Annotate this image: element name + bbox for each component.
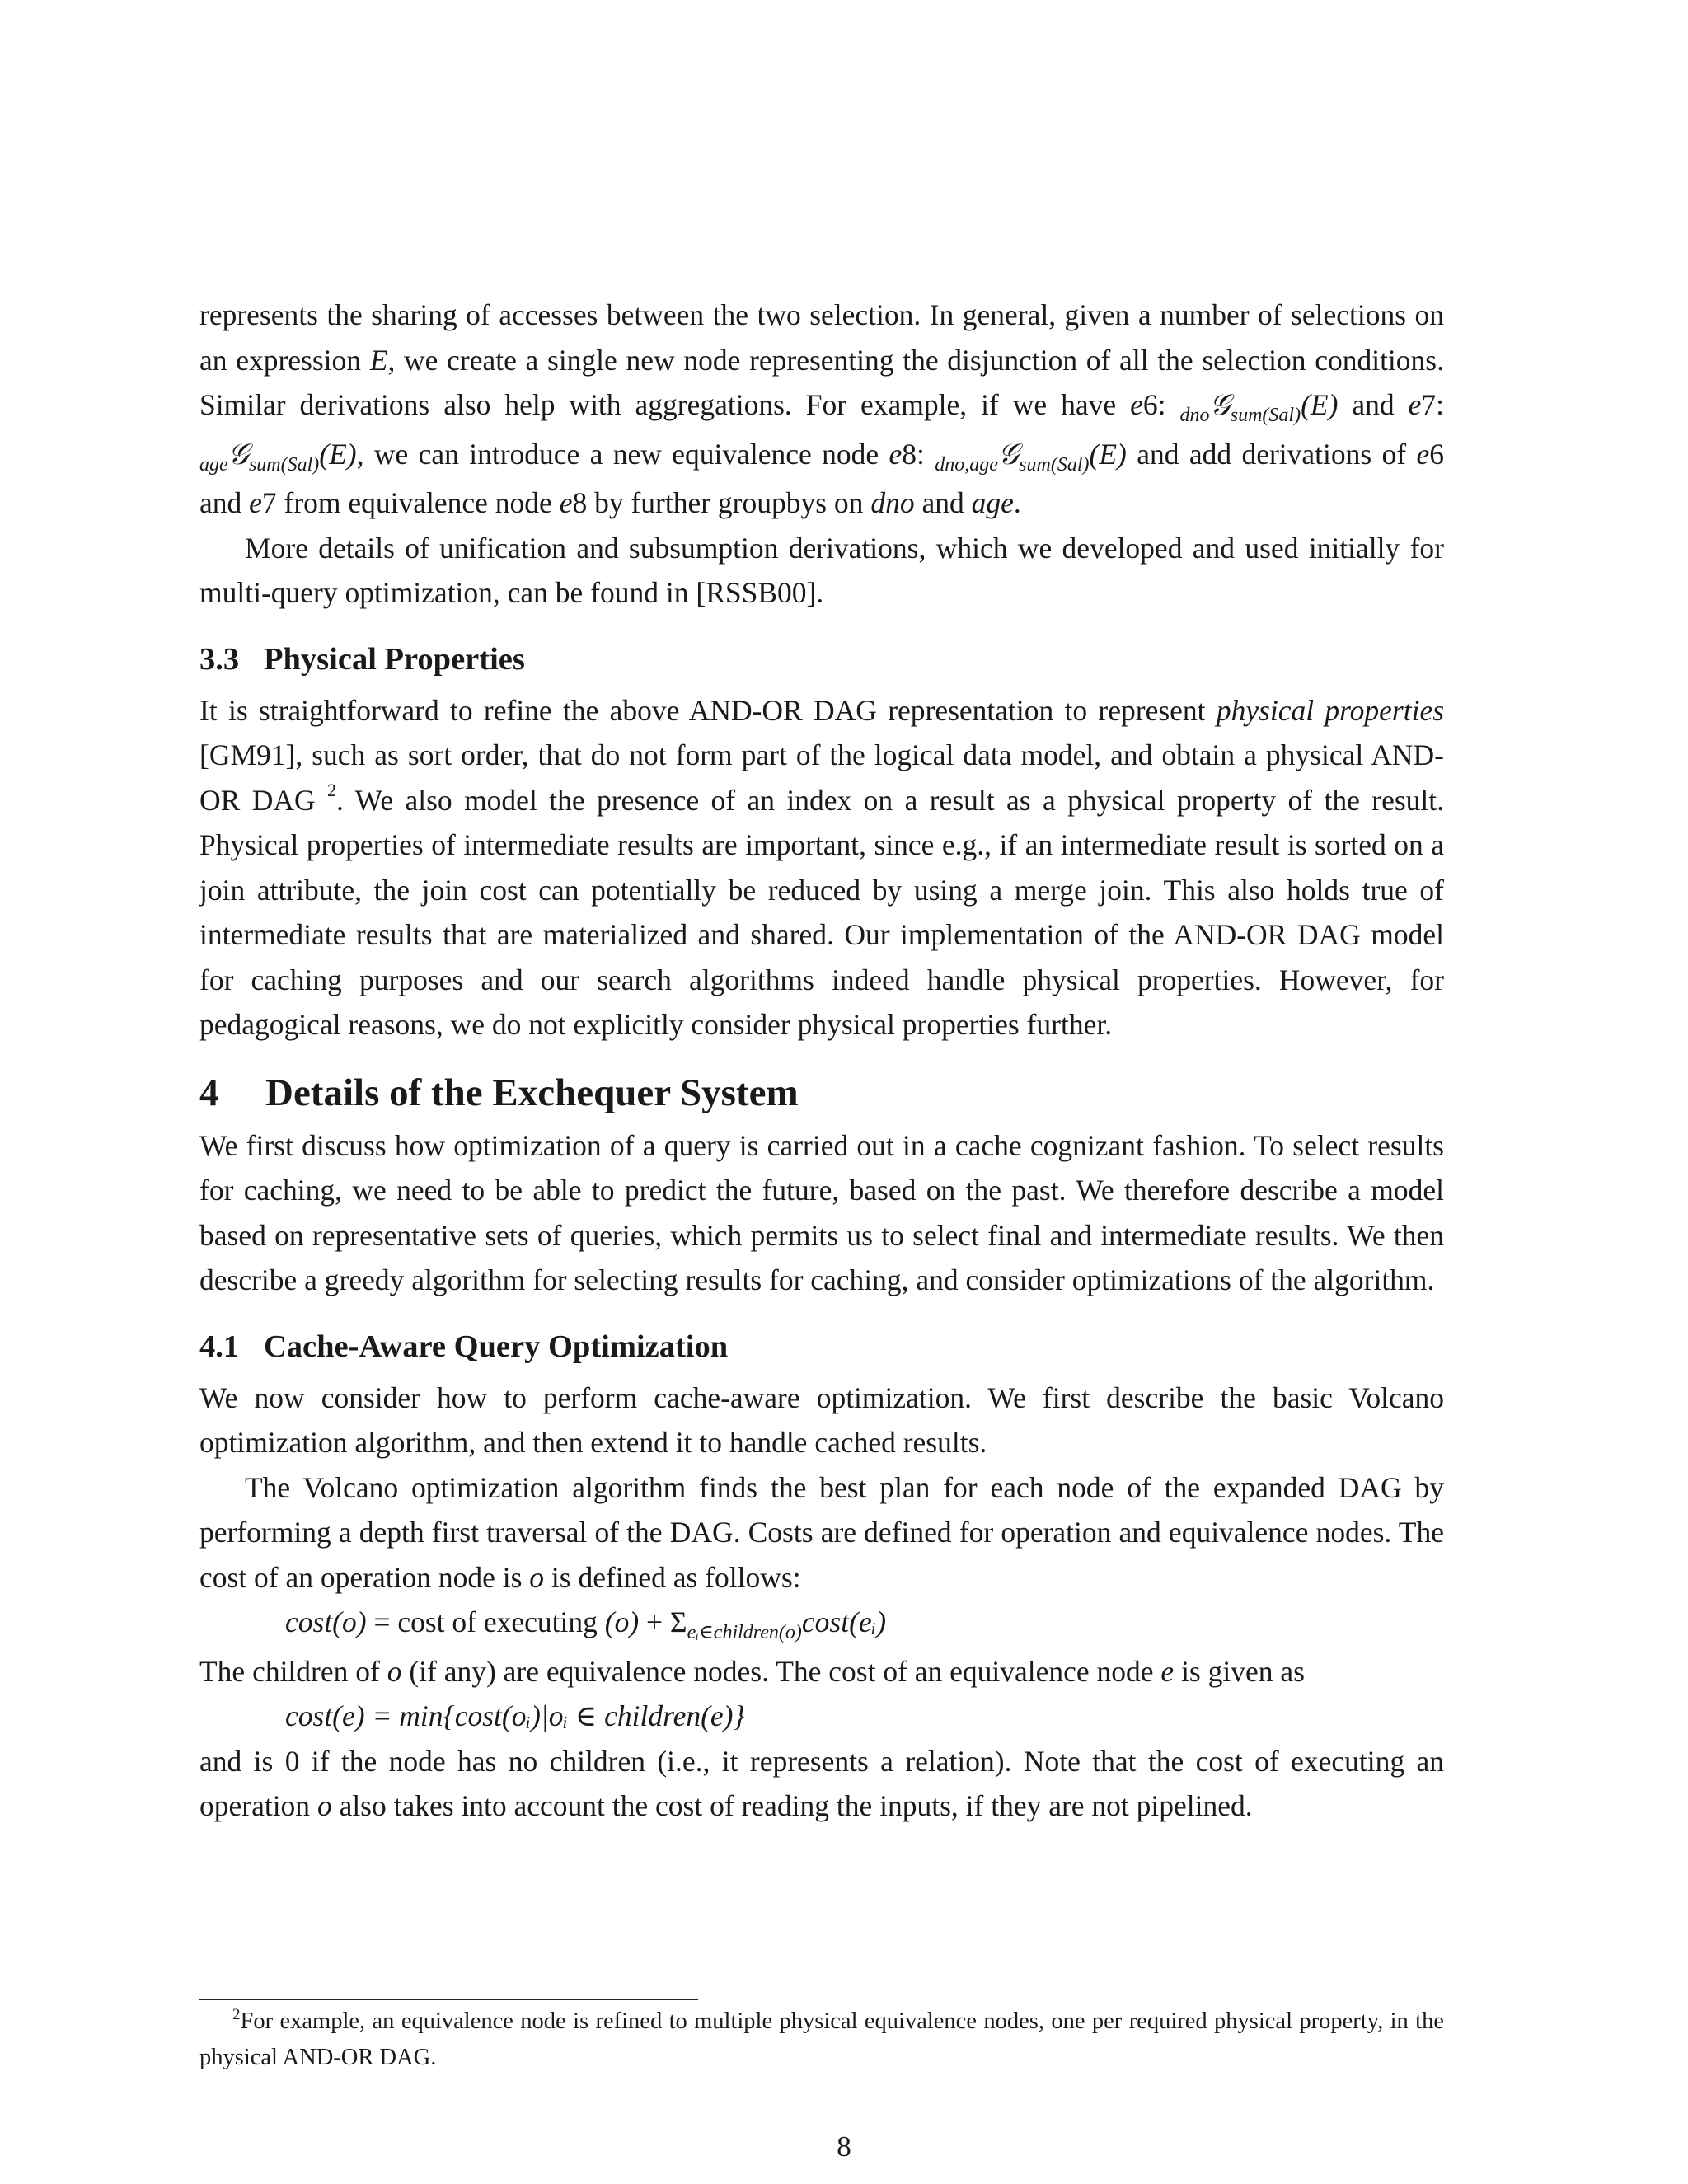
text: 6: [1142, 388, 1158, 421]
text: .: [1013, 486, 1021, 519]
math-sum: + Σ: [639, 1605, 687, 1638]
paragraph-aggregation-derivations: [199, 293, 1444, 526]
text: 6: [1429, 437, 1444, 471]
equation-equivalence-cost: [199, 1694, 1444, 1739]
math-subscript: age: [199, 453, 228, 476]
text: 7: [261, 486, 277, 519]
text: 8: [902, 437, 917, 471]
paragraph-more-details: More details of unification and subsumption derivations, which we developed and used initially for multi-query optimization, can be found in [RSSB00].: [199, 531, 1444, 609]
math-group-operator: 𝒢: [1209, 388, 1231, 422]
text: represents the sharing of accesses between the two selection. In general, given a number of selections on an expression: [199, 298, 1444, 377]
text: , we can introduce a new equivalence node: [356, 437, 889, 471]
section-heading-3-3: [199, 637, 1444, 682]
math-var: o: [387, 1654, 402, 1688]
section-number: 4: [199, 1071, 219, 1114]
math-var: e: [889, 437, 903, 471]
math-subscript: dno: [1179, 405, 1210, 426]
math-var: age: [971, 486, 1014, 519]
paragraph-children-of-o: [199, 1649, 1444, 1694]
text: is given as: [1174, 1654, 1305, 1688]
math-subscript: sum(Sal): [1230, 405, 1301, 426]
text: . We also model the presence of an index on a result as a physical property of the result. Physical properties of intermediate results are important, since e.g., if an intermediate result is sorted on a join attribute, the join cost can potentially be reduced by using a merge join. This also holds true of intermediate results that are materialized and shared. Our implementation of the AND-OR DAG model for caching purposes and our search algorithms indeed handle physical properties. However, for pedagogical reasons, we do not explicitly consider physical properties further.: [199, 783, 1444, 1041]
math-group-operator: 𝒢: [227, 437, 249, 471]
math-var: (E): [1089, 437, 1127, 471]
math-var: o: [316, 1789, 332, 1822]
emphasis: physical properties: [1216, 693, 1445, 727]
section-title: Cache-Aware Query Optimization: [264, 1329, 729, 1364]
text: and: [199, 486, 250, 519]
math-var: (E): [319, 437, 357, 471]
text: [GM91], such as sort order, that do not form part of the logical data model, and obtain a physical AND-OR DAG: [199, 738, 1444, 817]
math-var: (o): [604, 1605, 640, 1638]
text: It is straightforward to refine the above AND-OR DAG representation to represent: [199, 693, 1217, 727]
text: also takes into account the cost of reading the inputs, if they are not pipelined.: [331, 1789, 1253, 1822]
math-expr: cost(e) = min{cost(oᵢ)|oᵢ ∈ children(e)}: [285, 1699, 745, 1732]
text: from equivalence node: [276, 486, 560, 519]
section-heading-4-1: [199, 1324, 1444, 1369]
footnote-text: For example, an equivalence node is refined to multiple physical equivalence nodes, one per required physical property, in the physical AND-OR DAG.: [199, 2008, 1444, 2070]
equation-operation-cost: [199, 1600, 1444, 1649]
text: :: [1157, 388, 1180, 421]
paragraph-section-4-intro: We first discuss how optimization of a query is carried out in a cache cognizant fashion. To select results for caching, we need to be able to predict the future, based on the past. We therefore describe a model based on representative sets of queries, which permits us to select final and intermediate results. We then describe a greedy algorithm for selecting results for caching, and consider optimizations of the algorithm.: [199, 1128, 1444, 1296]
text: and: [914, 486, 972, 519]
text: and add derivations of: [1126, 437, 1417, 471]
paragraph-physical-properties: [199, 688, 1444, 1047]
footnote-marker: 2: [327, 779, 337, 800]
math-var: e: [559, 486, 573, 519]
text: :: [1436, 388, 1445, 421]
section-number: 4.1: [199, 1329, 240, 1364]
footnote: [199, 2004, 1444, 2074]
text: 7: [1421, 388, 1437, 421]
math-expr: cost(eᵢ): [801, 1605, 887, 1638]
footnote-rule: [199, 1999, 698, 2000]
page-number: 8: [837, 2130, 851, 2163]
math-var: e: [1408, 388, 1422, 421]
text: The Volcano optimization algorithm finds the best plan for each node of the expanded DAG by performing a depth first traversal of the DAG. Costs are defined for operation and equivalence nodes. The cost of an operation node is: [199, 1470, 1444, 1594]
text: The children of: [199, 1654, 387, 1688]
text: and is 0 if the node has no children (i.e., it represents a relation). Note that the cost of executing an operation: [199, 1744, 1444, 1822]
math-var: (E): [1301, 388, 1339, 421]
math-group-operator: 𝒢: [997, 437, 1020, 471]
section-number: 3.3: [199, 641, 240, 677]
math-var: e: [249, 486, 262, 519]
section-title: Details of the Exchequer System: [265, 1071, 799, 1114]
math-var: e: [1416, 437, 1430, 471]
text: by further groupbys on: [587, 486, 871, 519]
paragraph-zero-cost: [199, 1739, 1444, 1829]
math-subscript: eᵢ∈children(o): [687, 1622, 802, 1643]
math-var: e: [1130, 388, 1143, 421]
text: 8: [572, 486, 588, 519]
math-expr: cost(o): [285, 1605, 367, 1638]
page-body: [199, 293, 1444, 1829]
math-var: e: [1160, 1654, 1175, 1688]
text: and: [1338, 388, 1409, 421]
paragraph-cache-aware-intro: We now consider how to perform cache-aware optimization. We first describe the basic Volcano optimization algorithm, and then extend it to handle cached results.: [199, 1380, 1444, 1459]
text: , we create a single new node representing the disjunction of all the selection conditions. Similar derivations also help with aggregations. For example, if we have: [199, 343, 1444, 421]
section-title: Physical Properties: [264, 641, 525, 677]
text: is defined as follows:: [544, 1560, 801, 1594]
math-var: o: [529, 1560, 545, 1594]
footnote-mark: 2: [232, 2006, 241, 2023]
math-subscript: sum(Sal): [1019, 453, 1090, 476]
text: (if any) are equivalence nodes. The cost of an equivalence node: [401, 1654, 1161, 1688]
math-subscript: sum(Sal): [248, 453, 320, 476]
section-heading-4: [199, 1067, 1444, 1118]
text: = cost of executing: [366, 1605, 605, 1638]
paragraph-volcano: [199, 1465, 1444, 1601]
math-subscript: dno,age: [935, 453, 998, 476]
math-var: dno: [870, 486, 915, 519]
text: :: [917, 437, 935, 471]
math-var: E: [369, 343, 388, 377]
